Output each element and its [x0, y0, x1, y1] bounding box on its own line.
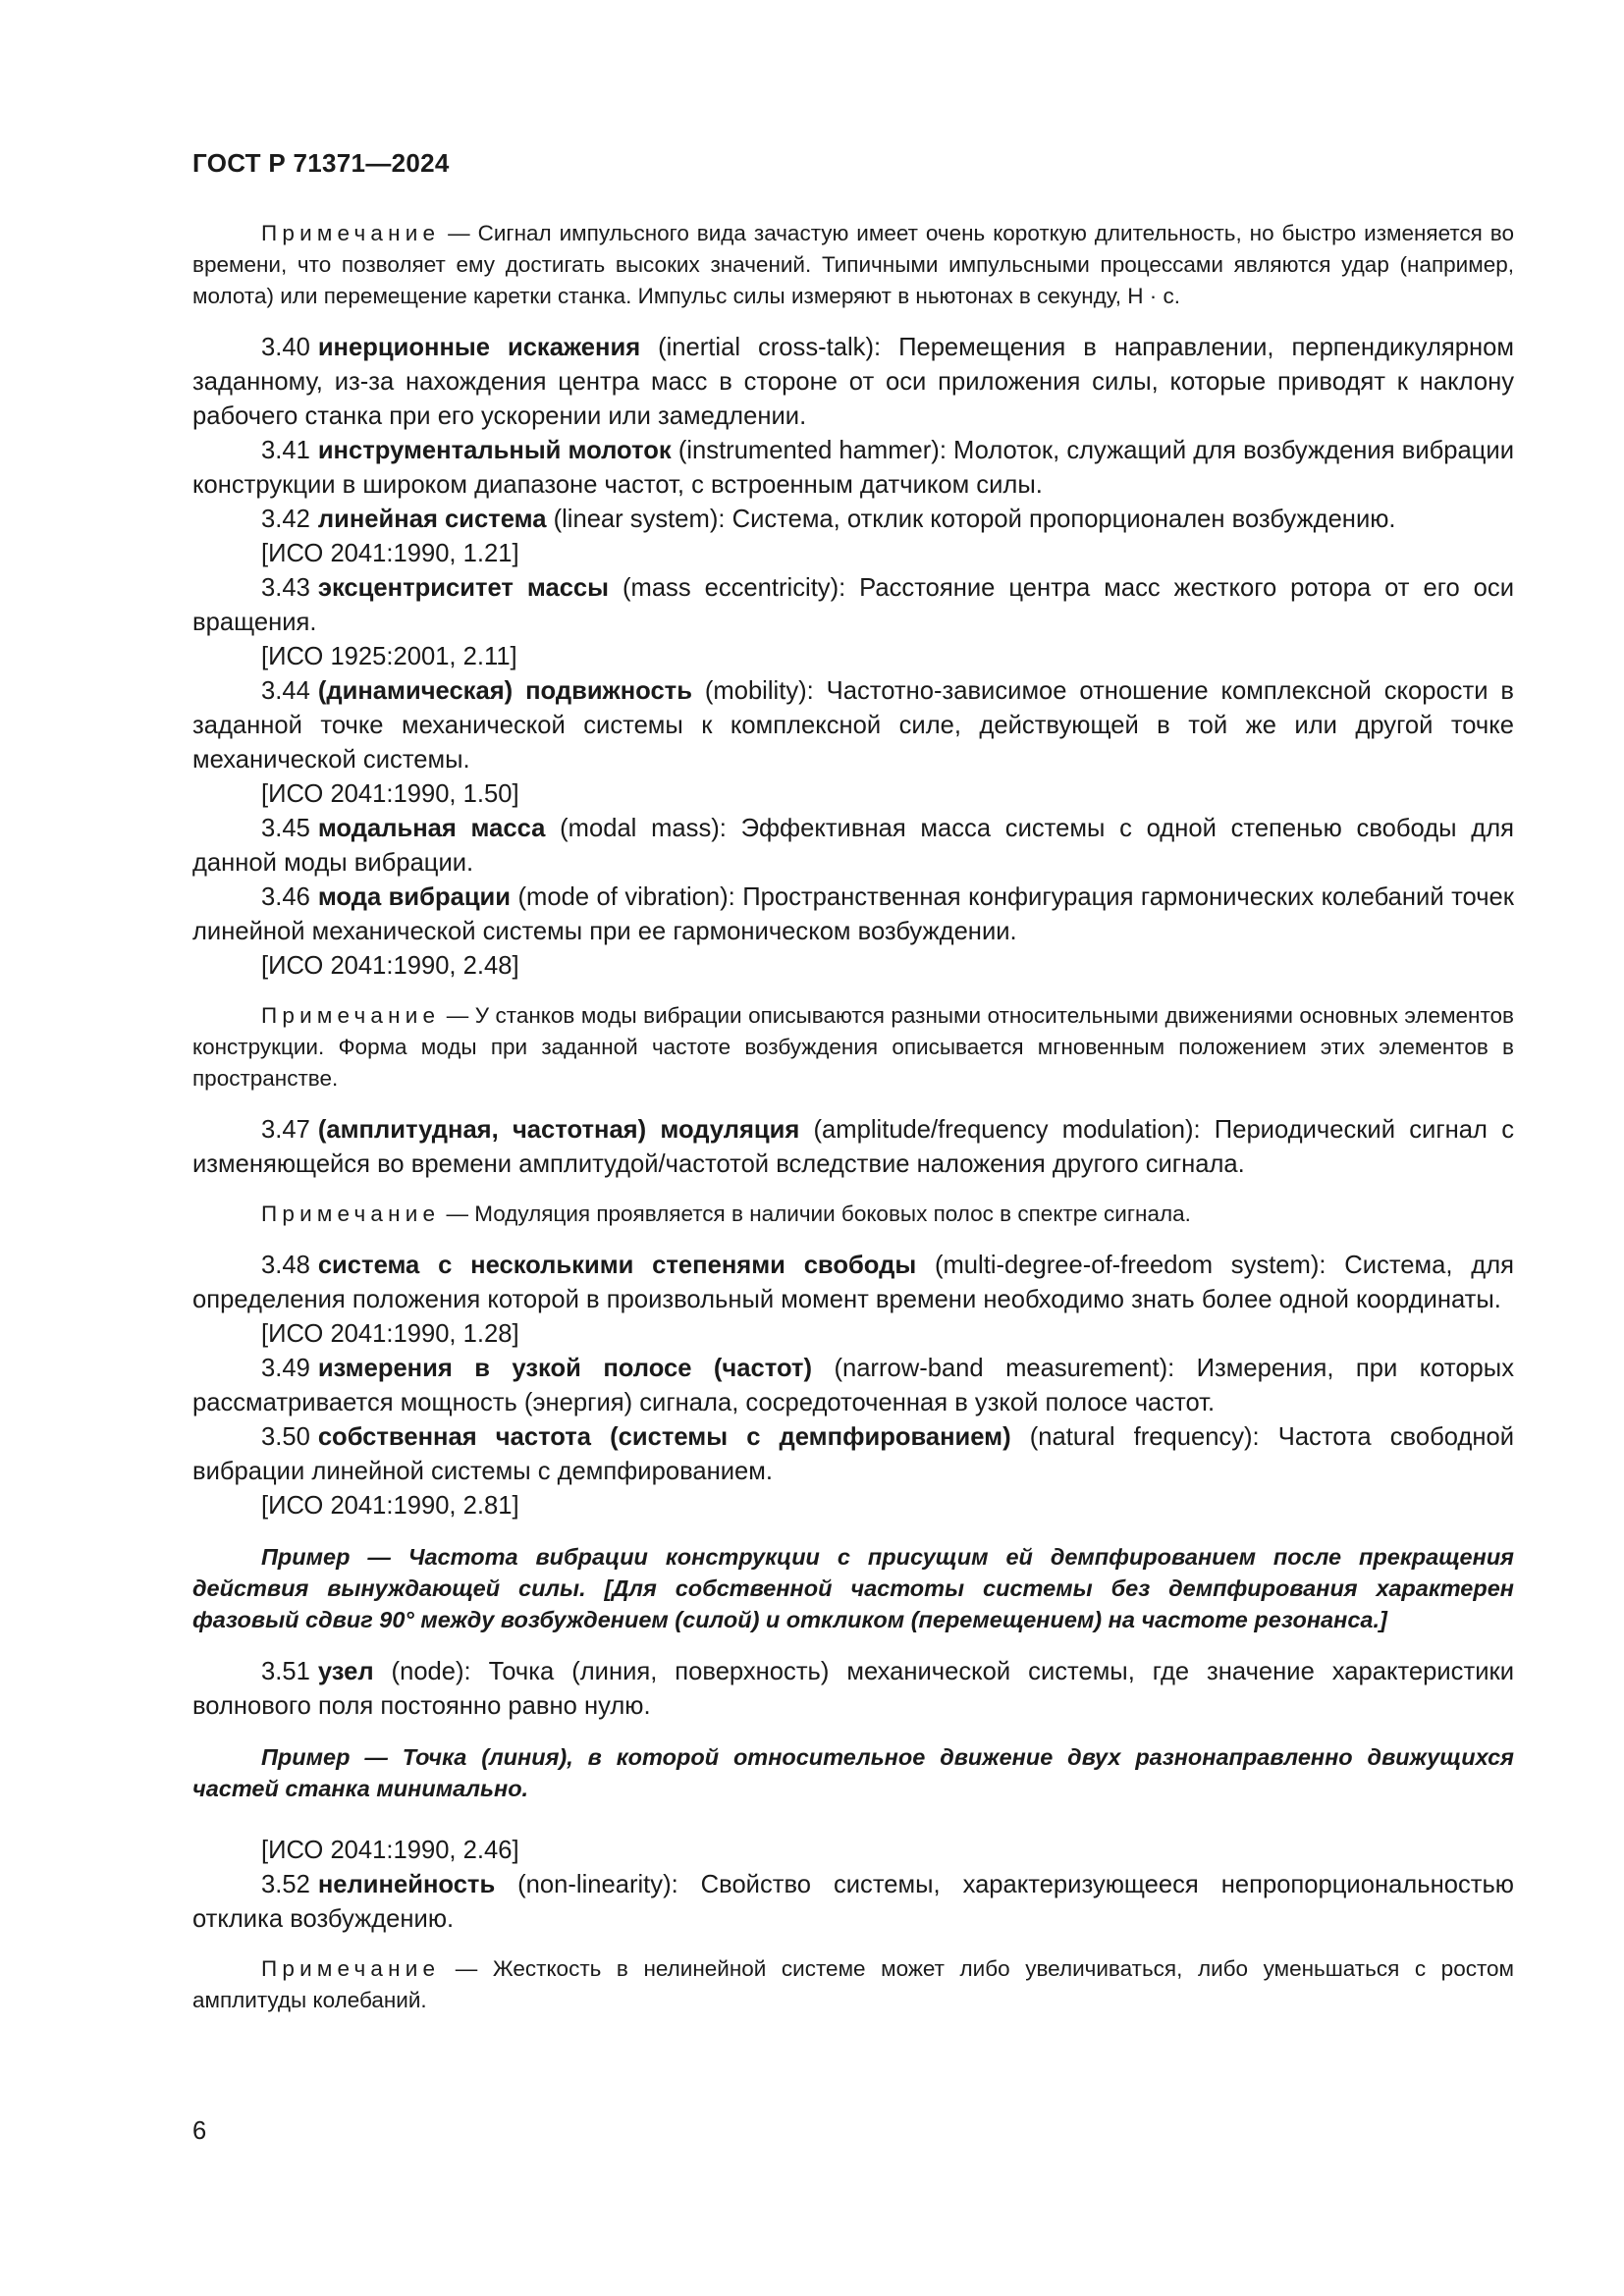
- term-3-50: 3.50 собственная частота (системы с демпфированием) (natural frequency): Частота свободной вибрации линейной системы с демпфированием.: [192, 1423, 1514, 1485]
- term-3-52: 3.52 нелинейность (non-linearity): Свойство системы, характеризующееся непропорциональностью отклика возбуждению.: [192, 1871, 1514, 1933]
- note-impulse: Примечание — Сигнал импульсного вида зачастую имеет очень короткую длительность, но быстро изменяется во времени, что позволяет ему достигать высоких значений. Типичными импульсными процессами являются удар (например, молота) или перемещение каретки станка. Импульс силы измеряют в ньютонах в секунду, Н · с.: [192, 221, 1514, 308]
- term-name: нелинейность: [317, 1871, 496, 1898]
- term-3-41: 3.41 инструментальный молоток (instrumented hammer): Молоток, служащий для возбуждения вибрации конструкции в широком диапазоне частот, с встроенным датчиком силы.: [192, 437, 1514, 499]
- source-ref: [ИСО 2041:1990, 2.48]: [261, 952, 519, 980]
- term-3-45: 3.45 модальная масса (modal mass): Эффективная масса системы с одной степенью свободы для данной моды вибрации.: [192, 815, 1514, 877]
- term-name: собственная частота (системы с демпфированием): [317, 1423, 1011, 1451]
- source-ref: [ИСО 2041:1990, 1.21]: [261, 540, 519, 567]
- term-3-49: 3.49 измерения в узкой полосе (частот) (narrow-band measurement): Измерения, при которых рассматривается мощность (энергия) сигнала, сосредоточенная в узкой полосе частот.: [192, 1355, 1514, 1416]
- note-mode: Примечание — У станков моды вибрации описываются разными относительными движениями основных элементов конструкции. Форма моды при заданной частоте возбуждения описывается мгновенным положением этих элементов в пространстве.: [192, 1003, 1514, 1091]
- term-name: система с несколькими степенями свободы: [317, 1252, 917, 1279]
- term-name: (амплитудная, частотная) модуляция: [317, 1116, 800, 1144]
- term-name: инерционные искажения: [317, 334, 641, 361]
- source-ref: [ИСО 2041:1990, 1.28]: [261, 1320, 519, 1348]
- term-name: линейная система: [317, 506, 547, 533]
- term-3-43: 3.43 эксцентриситет массы (mass eccentricity): Расстояние центра масс жесткого ротора от его оси вращения.: [192, 574, 1514, 636]
- source-ref: [ИСО 2041:1990, 2.46]: [261, 1837, 519, 1864]
- term-name: узел: [317, 1658, 374, 1685]
- term-name: модальная масса: [317, 815, 546, 842]
- term-name: мода вибрации: [317, 883, 512, 911]
- term-3-51: 3.51 узел (node): Точка (линия, поверхность) механической системы, где значение характеристики волнового поля постоянно равно нулю.: [192, 1658, 1514, 1720]
- document-body: [192, 218, 1514, 2035]
- note-label: Примечание: [261, 1201, 441, 1226]
- term-3-48: 3.48 система с несколькими степенями свободы (multi-degree-of-freedom system): Система, для определения положения которой в произвольный момент времени необходимо знать более одной координаты.: [192, 1252, 1514, 1313]
- term-3-40: 3.40 инерционные искажения (inertial cross-talk): Перемещения в направлении, перпендикулярном заданному, из-за нахождения центра масс в стороне от оси приложения силы, которые приводят к наклону рабочего станка при его ускорении или замедлении.: [192, 334, 1514, 430]
- source-ref: [ИСО 2041:1990, 2.81]: [261, 1492, 519, 1520]
- note-label: Примечание: [261, 221, 441, 245]
- term-3-42: 3.42 линейная система (linear system): Система, отклик которой пропорционален возбуждению.: [261, 506, 1396, 533]
- term-name: измерения в узкой полосе (частот): [317, 1355, 812, 1382]
- term-3-47: 3.47 (амплитудная, частотная) модуляция (amplitude/frequency modulation): Периодический сигнал с изменяющейся во времени амплитудой/частотой вследствие наложения другого сигнала.: [192, 1116, 1514, 1178]
- term-3-44: 3.44 (динамическая) подвижность (mobility): Частотно-зависимое отношение комплексной скорости в заданной точке механической системы к комплексной силе, действующей в той же или другой точке механической системы.: [192, 677, 1515, 774]
- example-natural-frequency: Пример — Частота вибрации конструкции с присущим ей демпфированием после прекращения действия вынуждающей силы. [Для собственной частоты системы без демпфирования характерен фазовый сдвиг 90° между возбуждением (силой) и откликом (перемещением) на частоте резонанса.]: [192, 1544, 1515, 1632]
- page-number: 6: [192, 2117, 207, 2145]
- note-modulation: Примечание — Модуляция проявляется в наличии боковых полос в спектре сигнала.: [261, 1201, 1191, 1226]
- example-label: Пример —: [261, 1544, 391, 1570]
- note-nonlinearity: Примечание — Жесткость в нелинейной системе может либо увеличиваться, либо уменьшаться с ростом амплитуды колебаний.: [192, 1956, 1514, 2012]
- document-code: ГОСТ Р 71371—2024: [192, 148, 450, 178]
- example-label: Пример —: [261, 1744, 388, 1770]
- term-3-46: 3.46 мода вибрации (mode of vibration): Пространственная конфигурация гармонических колебаний точек линейной механической системы при ее гармоническом возбуждении.: [192, 883, 1514, 945]
- source-ref: [ИСО 1925:2001, 2.11]: [261, 643, 517, 670]
- source-ref: [ИСО 2041:1990, 1.50]: [261, 780, 519, 808]
- note-label: Примечание: [261, 1956, 441, 1981]
- term-name: инструментальный молоток: [317, 437, 672, 464]
- term-name: (динамическая) подвижность: [317, 677, 692, 705]
- note-label: Примечание: [261, 1003, 441, 1028]
- example-node: Пример — Точка (линия), в которой относительное движение двух разнонаправленно движущихся частей станка минимально.: [192, 1744, 1514, 1801]
- term-name: эксцентриситет массы: [317, 574, 610, 602]
